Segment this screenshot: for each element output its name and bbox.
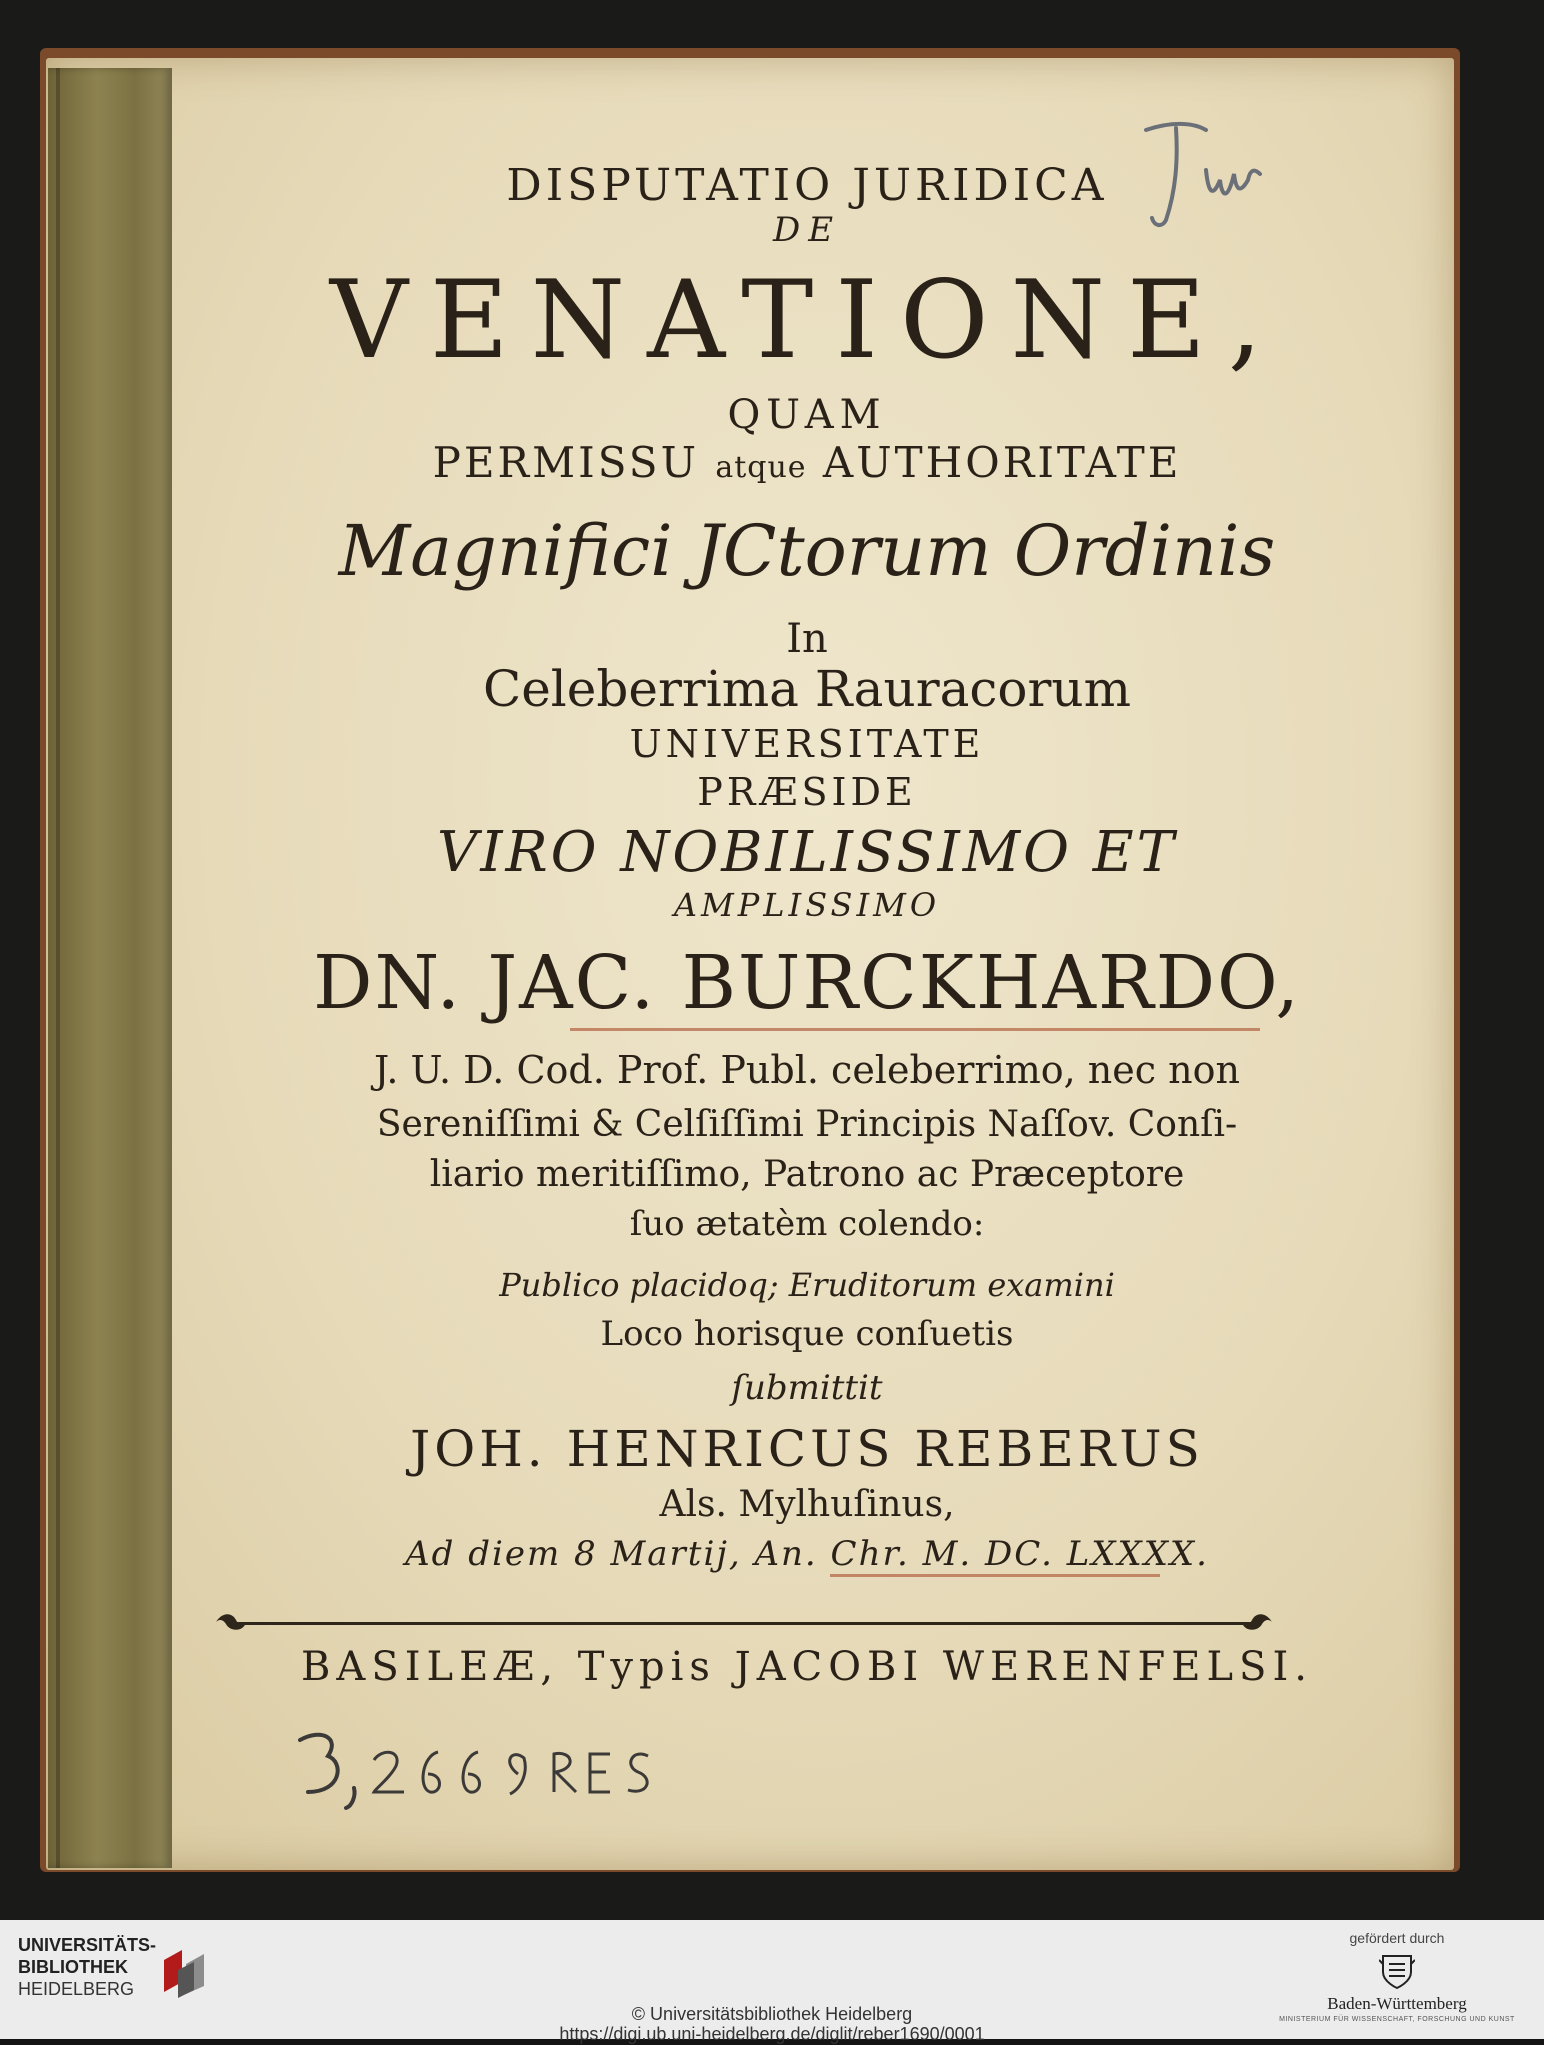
handwritten-shelfmark bbox=[292, 1722, 672, 1812]
ornamental-rule bbox=[232, 1622, 1256, 1625]
line-quam: QUAM bbox=[727, 392, 887, 438]
viewer-footer bbox=[0, 1920, 1544, 2044]
line-magnifici: Magnifici JCtorum Ordinis bbox=[338, 510, 1276, 592]
red-underline-burckhardo bbox=[570, 1028, 1260, 1031]
heading-de: DE bbox=[772, 210, 842, 250]
line-loco: Loco horisque conſuetis bbox=[600, 1314, 1014, 1354]
line-universitate: UNIVERSITATE bbox=[629, 722, 985, 766]
line-serenissimi: Sereniſſimi & Celſiſſimi Principis Naſſov. Conſi- bbox=[376, 1104, 1238, 1145]
line-amplissimo: AMPLISSIMO bbox=[673, 886, 941, 924]
binding-spine bbox=[48, 68, 172, 1868]
word-atque: atque bbox=[715, 450, 807, 485]
line-publico: Publico placidoq; Eruditorum examini bbox=[499, 1266, 1115, 1304]
copyright-notice: © Universitätsbibliothek Heidelberg bbox=[631, 2004, 913, 2024]
library-mark-icon bbox=[158, 1942, 218, 2002]
left-fleuron-icon bbox=[214, 1610, 248, 1634]
sponsor-label: gefördert durch bbox=[1349, 1930, 1445, 1946]
heading-disputatio: DISPUTATIO JURIDICA bbox=[506, 160, 1108, 211]
library-name-line1: UNIVERSITÄTS- bbox=[18, 1935, 157, 1955]
line-in: In bbox=[786, 616, 828, 662]
line-liario: liario meritiſſimo, Patrono ac Præceptore bbox=[429, 1154, 1185, 1195]
red-underline-date bbox=[830, 1574, 1160, 1577]
line-praeside: PRÆSIDE bbox=[697, 770, 917, 814]
word-permissu: PERMISSU bbox=[432, 438, 699, 487]
line-viro-nobilissimo: VIRO NOBILISSIMO ET bbox=[436, 820, 1178, 885]
main-title: VENATIONE, bbox=[329, 258, 1285, 383]
line-submittit: ſubmittit bbox=[731, 1368, 883, 1408]
sponsor-ministry: MINISTERIUM FÜR WISSENSCHAFT, FORSCHUNG UND KUNST bbox=[1279, 2016, 1515, 2023]
permalink-url[interactable]: https://digi.ub.uni-heidelberg.de/diglit/reber1690/0001 bbox=[559, 2024, 985, 2044]
library-name-line2: BIBLIOTHEK bbox=[18, 1957, 128, 1977]
word-authoritate: AUTHORITATE bbox=[822, 438, 1182, 487]
line-suo: ſuo ætatèm colendo: bbox=[629, 1204, 985, 1244]
line-burckhardo: DN. JAC. BURCKHARDO, bbox=[313, 940, 1301, 1026]
sponsor-block bbox=[1272, 1930, 1522, 2030]
right-fleuron-icon bbox=[1240, 1610, 1274, 1634]
line-jud: J. U. D. Cod. Prof. Publ. celeberrimo, nec non bbox=[374, 1048, 1240, 1092]
line-author: JOH. HENRICUS REBERUS bbox=[410, 1420, 1204, 1478]
sponsor-name: Baden-Württemberg bbox=[1327, 1994, 1467, 2013]
line-celeberrima: Celeberrima Rauracorum bbox=[482, 660, 1132, 718]
line-date: Ad diem 8 Martij, An. Chr. M. DC. LXXXX. bbox=[405, 1534, 1209, 1574]
crest-icon bbox=[1379, 1950, 1415, 1990]
library-name-line3: HEIDELBERG bbox=[18, 1979, 135, 1999]
line-mylhusinus: Als. Mylhuſinus, bbox=[659, 1484, 955, 1525]
library-name bbox=[18, 1934, 156, 2000]
spine-crease bbox=[56, 68, 60, 1868]
line-permissu bbox=[172, 438, 1442, 487]
line-imprint: BASILEÆ, Typis JACOBI WERENFELSI. bbox=[301, 1644, 1313, 1690]
